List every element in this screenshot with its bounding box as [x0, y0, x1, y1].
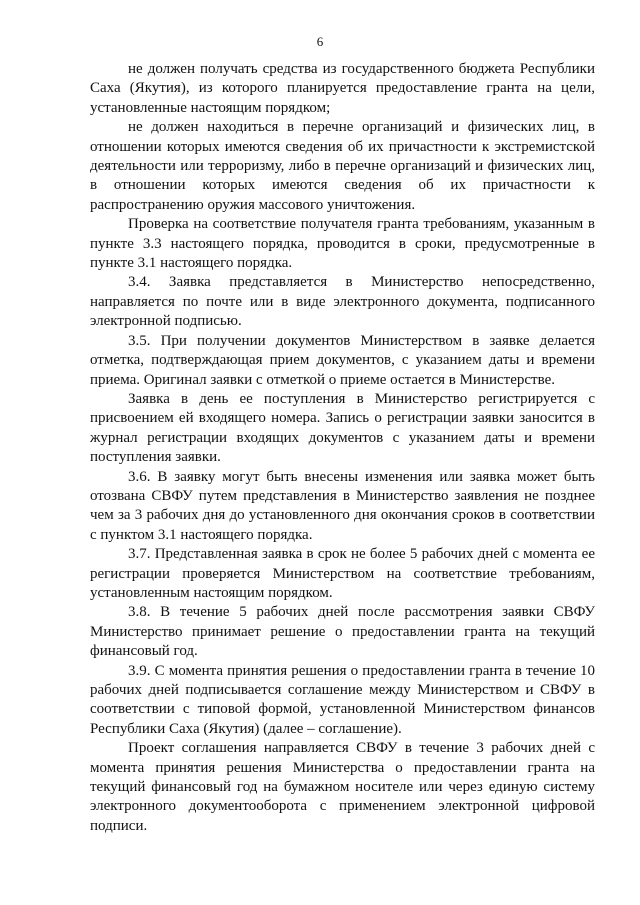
paragraph-compliance-check: Проверка на соответствие получателя гранта требованиям, указанным в пункте 3.3 настоящего порядка, проводится в сроки, предусмотренные в пункте 3.1 настоящего порядка. — [90, 216, 595, 272]
paragraph-3-6: 3.6. В заявку могут быть внесены изменения или заявка может быть отозвана СВФУ путем представления в Министерство заявления не позднее чем за 3 рабочих дня до установленного дня окончания сроков в соответствии с пунктом 3.1 настоящего порядка. — [90, 468, 595, 543]
paragraph-3-7: 3.7. Представленная заявка в срок не более 5 рабочих дней с момента ее регистрации проверяется Министерством на соответствие требованиям, установленным настоящим порядком. — [90, 546, 595, 601]
page-number: 6 — [316, 34, 324, 49]
paragraph-requirement-not-in-extremist-list: не должен находиться в перечне организаций и физических лиц, в отношении которых имеются сведения об их причастности к экстремистской деятельности или терроризму, либо в перечне организаций и физических лиц, в отношении которых имеются сведения об их причастности к распространению оружия массового уничтожения. — [90, 119, 595, 213]
paragraph-agreement-draft: Проект соглашения направляется СВФУ в течение 3 рабочих дней с момента принятия решения Министерства о предоставлении гранта на текущий финансовый год на бумажном носителе или через единую систему электронного документооборота с применением электронной цифровой подписи. — [90, 740, 595, 834]
paragraph-registration: Заявка в день ее поступления в Министерство регистрируется с присвоением ей входящего номера. Запись о регистрации заявки заносится в журнал регистрации входящих документов с указанием даты и времени поступления заявки. — [90, 390, 595, 466]
paragraph-3-9: 3.9. С момента принятия решения о предоставлении гранта в течение 10 рабочих дней подписывается соглашение между Министерством и СВФУ в соответствии с типовой формой, установленной Министерством финансов Республики Саха (Якутия) (далее – соглашение). — [90, 662, 595, 737]
paragraph-3-8: 3.8. В течение 5 рабочих дней после рассмотрения заявки СВФУ Министерство принимает решение о предоставлении гранта на текущий финансовый год. — [90, 604, 595, 660]
document-body — [90, 60, 595, 836]
paragraph-3-4: 3.4. Заявка представляется в Министерство непосредственно, направляется по почте или в виде электронного документа, подписанного электронной подписью. — [90, 274, 595, 330]
paragraph-3-5: 3.5. При получении документов Министерством в заявке делается отметка, подтверждающая прием документов, с указанием даты и времени приема. Оригинал заявки с отметкой о приеме остается в Министерстве. — [90, 332, 595, 388]
paragraph-requirement-no-budget-funds: не должен получать средства из государственного бюджета Республики Саха (Якутия), из которого планируется предоставление гранта на цели, установленные настоящим порядком; — [90, 61, 595, 116]
